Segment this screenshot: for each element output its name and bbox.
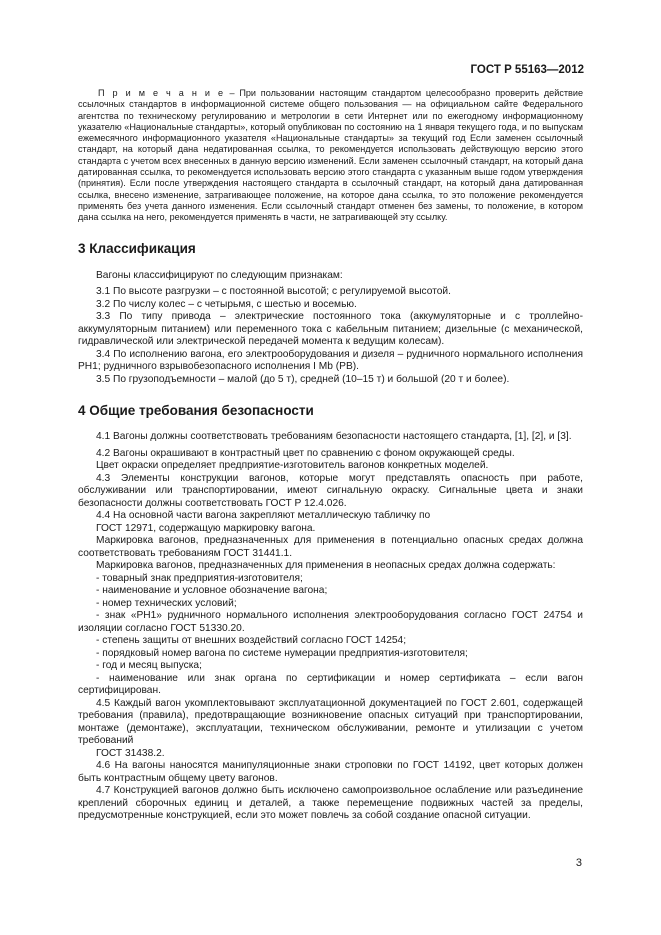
paragraph: 4.4 На основной части вагона закрепляют металлическую табличку по [96, 510, 431, 522]
paragraph: ГОСТ 12971, содержащую маркировку вагона. [96, 522, 316, 534]
paragraph: ГОСТ 31438.2. [96, 747, 165, 759]
paragraph: 4.7 Конструкцией вагонов должно быть исключено самопроизвольное ослабление или разъединение креплений сборочных единиц и деталей, а также перемещение подвижных частей за пределы, предусмотренные конструкцией, если это может повлечь за собой создание опасной ситуации. [78, 785, 583, 822]
paragraph: Цвет окраски определяет предприятие-изготовитель вагонов конкретных моделей. [96, 460, 489, 472]
paragraph: 4.2 Вагоны окрашивают в контрастный цвет по сравнению с фоном окружающей среды. [96, 447, 515, 459]
list-item: - степень защиты от внешних воздействий согласно ГОСТ 14254; [96, 635, 407, 647]
note-paragraph [78, 88, 583, 224]
paragraph: 3.3 По типу привода – электрические постоянного тока (аккумуляторные и с троллейно-аккумуляторным питанием) или переменного тока с кабельным питанием; дизельные (с механической, гидравлической или электрической передачей момента к ведущим колесам). [78, 311, 583, 348]
section-4-body [78, 431, 583, 823]
paragraph: Маркировка вагонов, предназначенных для применения в неопасных средах должна содержать: [96, 560, 556, 572]
paragraph: 3.5 По грузоподъемности – малой (до 5 т), средней (10–15 т) и большой (20 т и более). [96, 373, 510, 385]
paragraph: Маркировка вагонов, предназначенных для применения в потенциально опасных средах должна соответствовать требованиям ГОСТ 31441.1. [78, 535, 583, 559]
section-3-body [78, 270, 583, 387]
paragraph: 4.1 Вагоны должны соответствовать требованиям безопасности настоящего стандарта, [1], [2], и [3]. [96, 431, 572, 443]
paragraph: 4.5 Каждый вагон укомплектовывают эксплуатационной документацией по ГОСТ 2.601, содержащей требования (правила), предотвращающие возникновение опасных ситуаций при транспортировании, монтаже (демонтаже), эксплуатации, техническом обслуживании, ремонте и утилизации с учетом требований [78, 697, 583, 747]
page-number: 3 [575, 857, 582, 869]
list-item: - наименование и условное обозначение вагона; [96, 585, 328, 597]
section-4-heading: 4 Общие требования безопасности [78, 403, 314, 419]
note-label: П р и м е ч а н и е [98, 88, 225, 98]
document-body [78, 88, 583, 823]
list-item: - номер технических условий; [96, 597, 237, 609]
paragraph: 4.3 Элементы конструкции вагонов, которые могут представлять опасность при работе, обслуживании или транспортировании, имеют сигнальную окраску. Сигнальные цвета и знаки безопасности должны соответствовать ГОСТ Р 12.4.026. [78, 472, 583, 509]
list-item: - порядковый номер вагона по системе нумерации предприятия-изготовителя; [96, 647, 468, 659]
paragraph: 4.6 На вагоны наносятся манипуляционные знаки строповки по ГОСТ 14192, цвет которых должен быть контрастным общему цвету вагонов. [78, 760, 583, 784]
paragraph: 3.4 По исполнению вагона, его электрооборудования и дизеля – рудничного нормального исполнения РН1; рудничного взрывобезопасного исполнения I Mb (PB). [78, 348, 583, 373]
document-header: ГОСТ Р 55163—2012 [470, 64, 584, 76]
section-3-heading: 3 Классификация [78, 240, 196, 256]
list-item: - знак «РН1» рудничного нормального исполнения электрооборудования согласно ГОСТ 24754 и изоляции согласно ГОСТ 51330.20. [78, 610, 583, 634]
list-item: - товарный знак предприятия-изготовителя; [96, 572, 303, 584]
paragraph: Вагоны классифицируют по следующим признакам: [96, 269, 343, 281]
paragraph: 3.1 По высоте разгрузки – с постоянной высотой; с регулируемой высотой. [96, 286, 451, 298]
list-item: - год и месяц выпуска; [96, 660, 202, 672]
paragraph: 3.2 По числу колес – с четырьмя, с шестью и восемью. [96, 298, 357, 310]
list-item: - наименование или знак органа по сертификации и номер сертификата – если вагон сертифицирован. [78, 672, 583, 697]
note-text: – При пользовании настоящим стандартом целесообразно проверить действие ссылочных стандартов в информационной системе общего пользования — на официальном сайте Федерального агентства по техническому регулированию и метрологии в сети Интернет или по ежегодному информационному указателю «Национальные стандарты», который опубликован по состоянию на 1 января текущего года, и по выпускам ежемесячного информационного указателя «Национальные стандарты» за текущий год Если заменен ссылочный стандарт, на который дана недатированная ссылка, то рекомендуется использовать действующую версию этого стандарта с учетом всех внесенных в данную версию изменений. Если заменен ссылочный стандарт, на который дана датированная ссылка, то рекомендуется использовать версию этого стандарта с указанным выше годом утверждения (принятия). Если после утверждения настоящего стандарта в ссылочный стандарт, на который дана датированная ссылка, внесено изменение, затрагивающее положение, на которое дана ссылка, то это положение рекомендуется применять без учета данного изменения. Если ссылочный стандарт отменен без замены, то положение, в котором дана ссылка на него, рекомендуется применять в части, не затрагивающей эту ссылку. [78, 88, 583, 223]
